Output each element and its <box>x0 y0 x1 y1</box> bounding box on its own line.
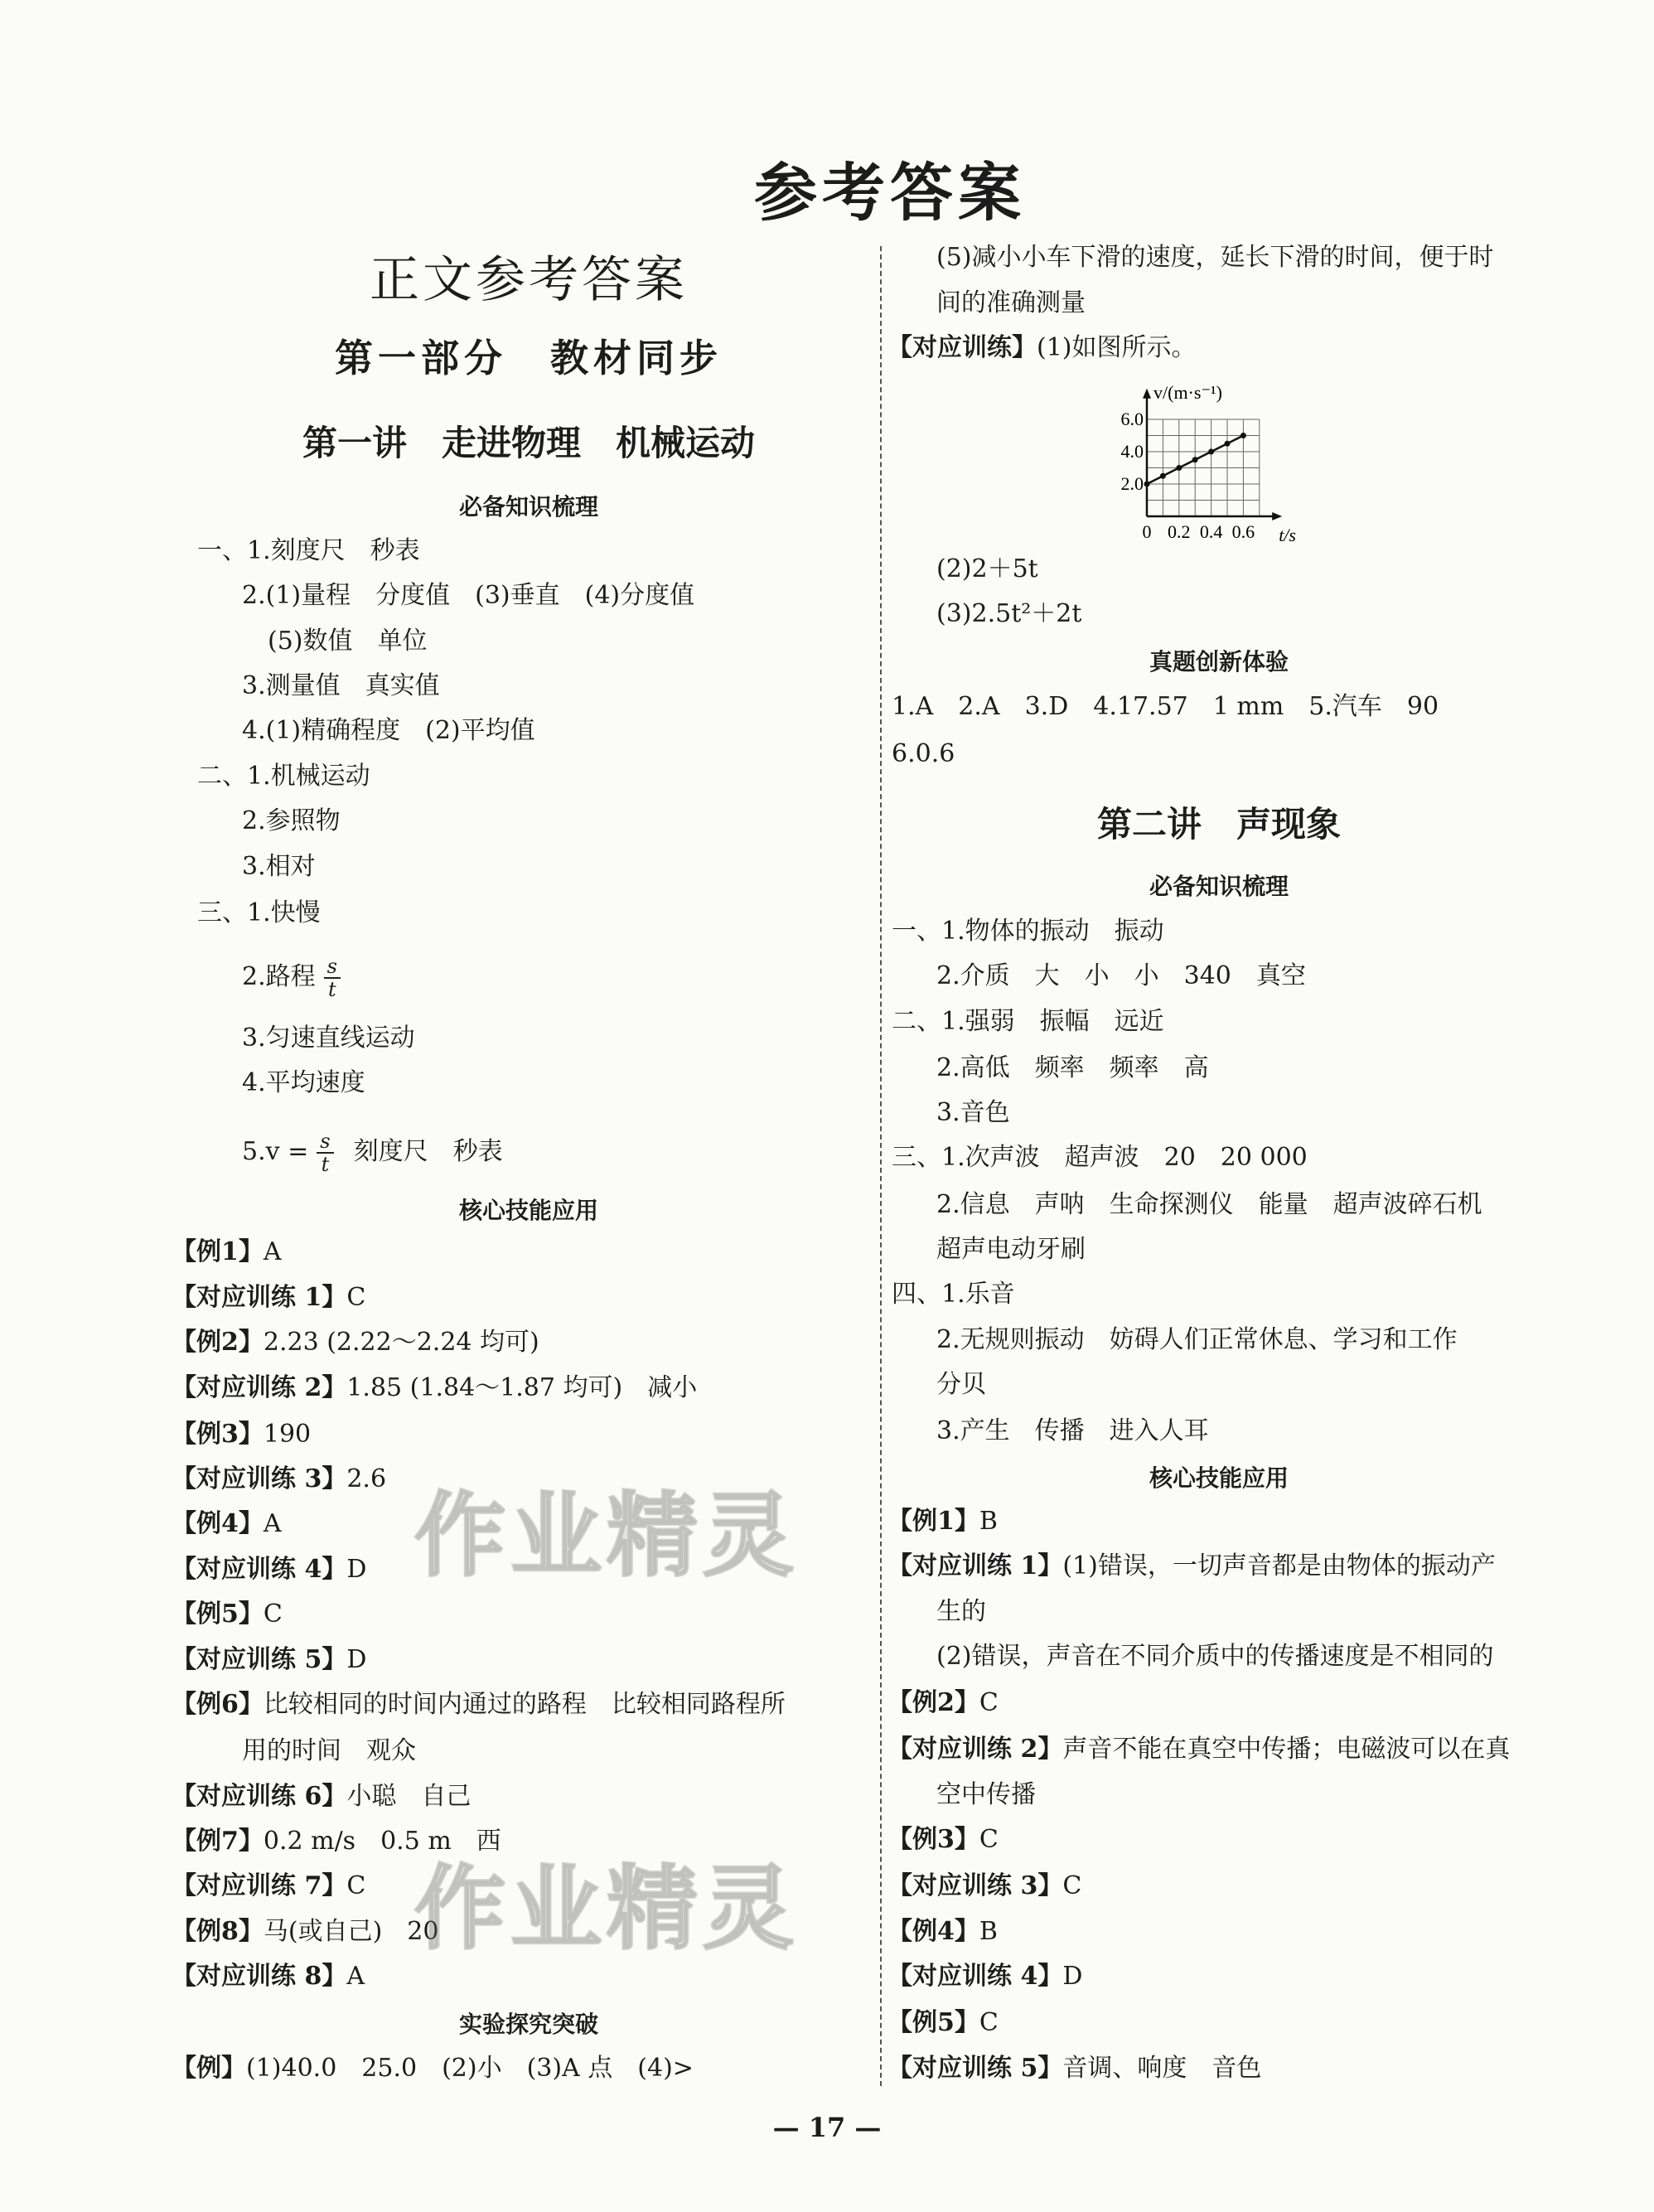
answer-text: (1)40.0 25.0 (2)小 (3)A 点 (4)> <box>246 2053 694 2083</box>
answer-text: (3)2.5t²＋2t <box>936 599 1082 629</box>
answer-text: 一、1.刻度尺 秒表 <box>197 535 420 565</box>
answer-line <box>936 1052 1209 1085</box>
answer-label: 【对应训练 7】 <box>172 1871 347 1901</box>
answer-item <box>887 1960 1082 1993</box>
answer-line <box>936 1595 986 1629</box>
answer-line <box>242 1130 503 1175</box>
answer-text: 用的时间 观众 <box>242 1736 416 1766</box>
answer-item <box>887 2052 1261 2085</box>
answer-text: 1.85 (1.84～1.87 均可) 减小 <box>346 1372 698 1402</box>
answer-line <box>936 1368 986 1401</box>
answer-label: 【例2】 <box>887 1688 979 1718</box>
answer-label: 【对应训练 2】 <box>887 1735 1063 1764</box>
answer-line <box>892 1141 1308 1174</box>
answer-text: C <box>979 2008 999 2038</box>
lecture-title-1: 第一讲 走进物理 机械运动 <box>302 423 755 463</box>
answer-line <box>242 670 440 703</box>
answer-text: B <box>979 1507 998 1536</box>
answer-text: 间的准确测量 <box>936 288 1086 317</box>
answer-text: 3.测量值 真实值 <box>242 670 440 700</box>
answer-text: 分贝 <box>936 1370 986 1400</box>
answer-text: 0.2 m/s 0.5 m 西 <box>263 1826 501 1856</box>
answer-text: 超声电动牙刷 <box>936 1234 1086 1264</box>
page-number: — 17 — <box>772 2112 882 2143</box>
answer-text: 2.信息 声呐 生命探测仪 能量 超声波碎石机 <box>936 1189 1482 1219</box>
answer-label: 【对应训练 3】 <box>172 1464 347 1493</box>
x-tick-label: 0.4 <box>1199 521 1223 542</box>
answer-line <box>936 1779 1036 1812</box>
answer-text: C <box>263 1600 283 1629</box>
answer-item <box>172 1780 471 1813</box>
answer-label: 【对应训练 1】 <box>172 1282 347 1312</box>
answer-line <box>936 553 1038 586</box>
answer-text: 一、1.物体的振动 振动 <box>892 916 1164 946</box>
answer-text: 2.23 (2.22～2.24 均可) <box>263 1328 539 1358</box>
answer-text: C <box>346 1871 366 1901</box>
answer-text: C <box>979 1825 999 1855</box>
answer-text: 声音不能在真空中传播；电磁波可以在真 <box>1062 1735 1511 1764</box>
answer-line <box>242 1735 416 1768</box>
answer-line <box>242 956 349 1000</box>
answer-item <box>887 1915 998 1948</box>
answer-item <box>172 1643 366 1677</box>
fraction-denominator: t <box>321 1152 330 1176</box>
answer-text: 生的 <box>936 1596 986 1626</box>
answer-text: (5)减小小车下滑的速度，延长下滑的时间，便于时 <box>936 243 1494 273</box>
answer-text: C <box>1062 1871 1082 1901</box>
answer-text: 三、1.次声波 超声波 20 20 000 <box>892 1143 1308 1173</box>
answer-label: 【对应训练 3】 <box>887 1871 1063 1901</box>
answer-text: C <box>979 1688 999 1718</box>
answer-item <box>172 1870 365 1903</box>
answer-line <box>936 1640 1494 1673</box>
answer-text: D <box>346 1644 367 1674</box>
answer-text: 4.平均速度 <box>242 1068 365 1098</box>
answer-item <box>172 1326 539 1359</box>
section-heading: 真题创新体验 <box>1149 648 1289 676</box>
answer-text: 四、1.乐音 <box>892 1280 1015 1309</box>
answer-label: 【对应训练 4】 <box>887 1962 1063 1992</box>
data-point <box>1240 433 1246 438</box>
answer-label: 【对应训练 6】 <box>172 1781 347 1811</box>
answer-text: A <box>263 1237 282 1267</box>
answer-label: 【例5】 <box>172 1600 264 1629</box>
answer-text: 2.参照物 <box>242 806 341 836</box>
answer-text: B <box>979 1916 998 1946</box>
fraction <box>317 1130 333 1175</box>
answer-line <box>892 1005 1164 1038</box>
answer-item <box>172 1463 386 1496</box>
answer-text: 三、1.快慢 <box>197 898 321 927</box>
section-heading: 必备知识梳理 <box>1149 872 1289 900</box>
answer-text: 3.音色 <box>936 1098 1010 1127</box>
answer-item <box>172 1281 365 1314</box>
section-heading: 实验探究突破 <box>458 2011 598 2039</box>
answer-item <box>887 1687 999 1720</box>
section-title: 正文参考答案 <box>370 251 688 309</box>
fraction-denominator: t <box>327 978 336 1001</box>
data-point <box>1225 441 1231 447</box>
answer-text: 4.(1)精确程度 (2)平均值 <box>242 716 535 746</box>
answer-label: 【例4】 <box>887 1916 979 1946</box>
answer-item <box>172 1688 786 1721</box>
answer-line <box>892 915 1164 948</box>
answer-text: (2)2＋5t <box>936 554 1038 583</box>
answer-label: 【对应训练】 <box>887 332 1037 362</box>
y-axis-arrow-icon <box>1143 389 1151 399</box>
x-tick-label: 0.6 <box>1231 521 1255 542</box>
answer-text: 3.相对 <box>242 851 316 881</box>
answer-line <box>242 1067 365 1100</box>
y-tick-label: 2.0 <box>1120 473 1144 494</box>
answer-item <box>887 1550 1496 1583</box>
section-heading: 核心技能应用 <box>1149 1464 1289 1492</box>
data-point <box>1208 449 1214 455</box>
page-title: 参考答案 <box>754 156 1026 230</box>
answer-text: 2.介质 大 小 小 340 真空 <box>936 961 1306 991</box>
answer-item <box>887 1733 1510 1766</box>
answer-item <box>172 1418 311 1451</box>
answer-text: (2)错误，声音在不同介质中的传播速度是不相同的 <box>936 1642 1494 1672</box>
answer-line <box>197 535 420 568</box>
answer-text: C <box>346 1282 366 1312</box>
data-point <box>1144 482 1150 487</box>
answer-label: 【例2】 <box>172 1328 264 1358</box>
answer-line <box>936 241 1494 274</box>
lecture-title-2: 第二讲 声现象 <box>1096 804 1341 845</box>
answer-item <box>172 1598 283 1631</box>
answer-line <box>242 805 341 838</box>
answer-item <box>887 1823 999 1856</box>
section-heading: 核心技能应用 <box>458 1196 598 1224</box>
answer-text: D <box>346 1554 367 1584</box>
answer-item <box>887 332 1197 365</box>
answer-item <box>887 1870 1081 1903</box>
answer-text: 音调、响度 音色 <box>1062 2053 1262 2083</box>
answer-text: 3.匀速直线运动 <box>242 1023 415 1053</box>
x-tick-label: 0 <box>1142 521 1152 542</box>
answer-line <box>242 850 316 883</box>
answer-line <box>197 897 321 930</box>
answer-text: 刻度尺 秒表 <box>353 1136 503 1166</box>
answer-label: 【例1】 <box>887 1507 979 1536</box>
x-axis-label: t/s <box>1279 525 1296 545</box>
answer-text: 空中传播 <box>936 1779 1036 1809</box>
answer-item <box>172 1960 365 1993</box>
answer-text: 2.6 <box>346 1464 387 1493</box>
answer-line <box>936 960 1306 993</box>
answer-line <box>892 738 955 771</box>
answer-text: 190 <box>263 1419 312 1449</box>
answer-item <box>172 1915 438 1948</box>
answer-label: 【例3】 <box>172 1419 264 1449</box>
answer-item <box>172 1508 282 1541</box>
answer-label: 【例】 <box>172 2053 246 2083</box>
answer-line <box>892 1278 1015 1311</box>
part-title: 第一部分 教材同步 <box>335 336 723 380</box>
answer-item <box>172 1372 697 1405</box>
answer-text: 马(或自己) 20 <box>263 1916 439 1946</box>
section-heading: 必备知识梳理 <box>458 493 598 521</box>
answer-text: 2.无规则振动 妨碍人们正常休息、学习和工作 <box>936 1324 1458 1354</box>
y-tick-label: 4.0 <box>1120 441 1144 462</box>
fraction <box>324 956 341 1000</box>
x-axis-arrow-icon <box>1272 512 1282 520</box>
answer-label: 【例4】 <box>172 1509 264 1539</box>
answer-label: 【例3】 <box>887 1825 979 1855</box>
column-divider <box>880 246 882 2086</box>
velocity-time-chart <box>1077 373 1326 547</box>
answer-line <box>936 1188 1482 1222</box>
fraction-numerator: s <box>324 956 341 979</box>
y-tick-label: 6.0 <box>1120 409 1144 429</box>
answer-text: 5.v = <box>242 1136 309 1166</box>
answer-label: 【对应训练 1】 <box>887 1551 1063 1581</box>
watermark: 作业精灵 <box>414 1855 799 1962</box>
answer-label: 【例8】 <box>172 1916 264 1946</box>
answer-label: 【例1】 <box>172 1237 264 1267</box>
answer-item <box>172 1236 282 1269</box>
answer-line <box>936 1324 1458 1357</box>
data-point <box>1176 465 1182 471</box>
answer-line <box>242 1022 415 1055</box>
answer-label: 【例5】 <box>887 2008 979 2038</box>
answer-item <box>172 1553 366 1586</box>
answer-label: 【对应训练 8】 <box>172 1962 347 1992</box>
answer-text: 2.(1)量程 分度值 (3)垂直 (4)分度值 <box>242 581 695 611</box>
answer-line <box>936 598 1081 631</box>
answer-line <box>936 1415 1209 1448</box>
answer-item <box>887 1505 998 1538</box>
answer-label: 【对应训练 5】 <box>172 1644 347 1674</box>
answer-text: 小聪 自己 <box>346 1781 472 1811</box>
answer-line <box>936 287 1086 320</box>
answer-label: 【对应训练 4】 <box>172 1554 347 1584</box>
x-tick-label: 0.2 <box>1168 521 1191 542</box>
answer-line <box>268 625 428 658</box>
watermark: 作业精灵 <box>414 1482 799 1589</box>
answer-label: 【对应训练 2】 <box>172 1372 347 1402</box>
y-axis-label: v/(m·s⁻¹) <box>1153 381 1222 403</box>
answer-line <box>242 714 535 748</box>
answer-text: 2.高低 频率 频率 高 <box>936 1053 1209 1082</box>
answer-text: D <box>1062 1962 1083 1992</box>
answer-line <box>936 1233 1086 1266</box>
fraction-numerator: s <box>317 1130 333 1154</box>
answer-item <box>172 2052 694 2085</box>
answer-text: A <box>263 1509 282 1539</box>
answer-line <box>892 690 1439 724</box>
answer-text: 1.A 2.A 3.D 4.17.57 1 mm 5.汽车 90 <box>892 692 1439 722</box>
answer-text: 2.路程 <box>242 962 316 991</box>
answer-line <box>936 1096 1010 1130</box>
answer-line <box>242 579 694 612</box>
answer-text: 二、1.强弱 振幅 远近 <box>892 1006 1164 1036</box>
data-point <box>1192 457 1198 462</box>
answer-line <box>197 760 370 793</box>
answer-text: (5)数值 单位 <box>268 626 428 656</box>
answer-text: 6.0.6 <box>892 738 955 768</box>
answer-text: 3.产生 传播 进入人耳 <box>936 1416 1209 1446</box>
answer-item <box>887 2006 999 2040</box>
answer-text: 二、1.机械运动 <box>197 761 370 791</box>
answer-text: (1)错误，一切声音都是由物体的振动产 <box>1062 1551 1496 1581</box>
answer-label: 【例6】 <box>172 1690 264 1719</box>
answer-label: 【对应训练 5】 <box>887 2053 1063 2083</box>
answer-label: 【例7】 <box>172 1826 264 1856</box>
answer-text: (1)如图所示。 <box>1037 332 1197 362</box>
data-point <box>1160 473 1166 479</box>
answer-text: A <box>346 1962 365 1992</box>
answer-text: 比较相同的时间内通过的路程 比较相同路程所 <box>263 1690 786 1719</box>
